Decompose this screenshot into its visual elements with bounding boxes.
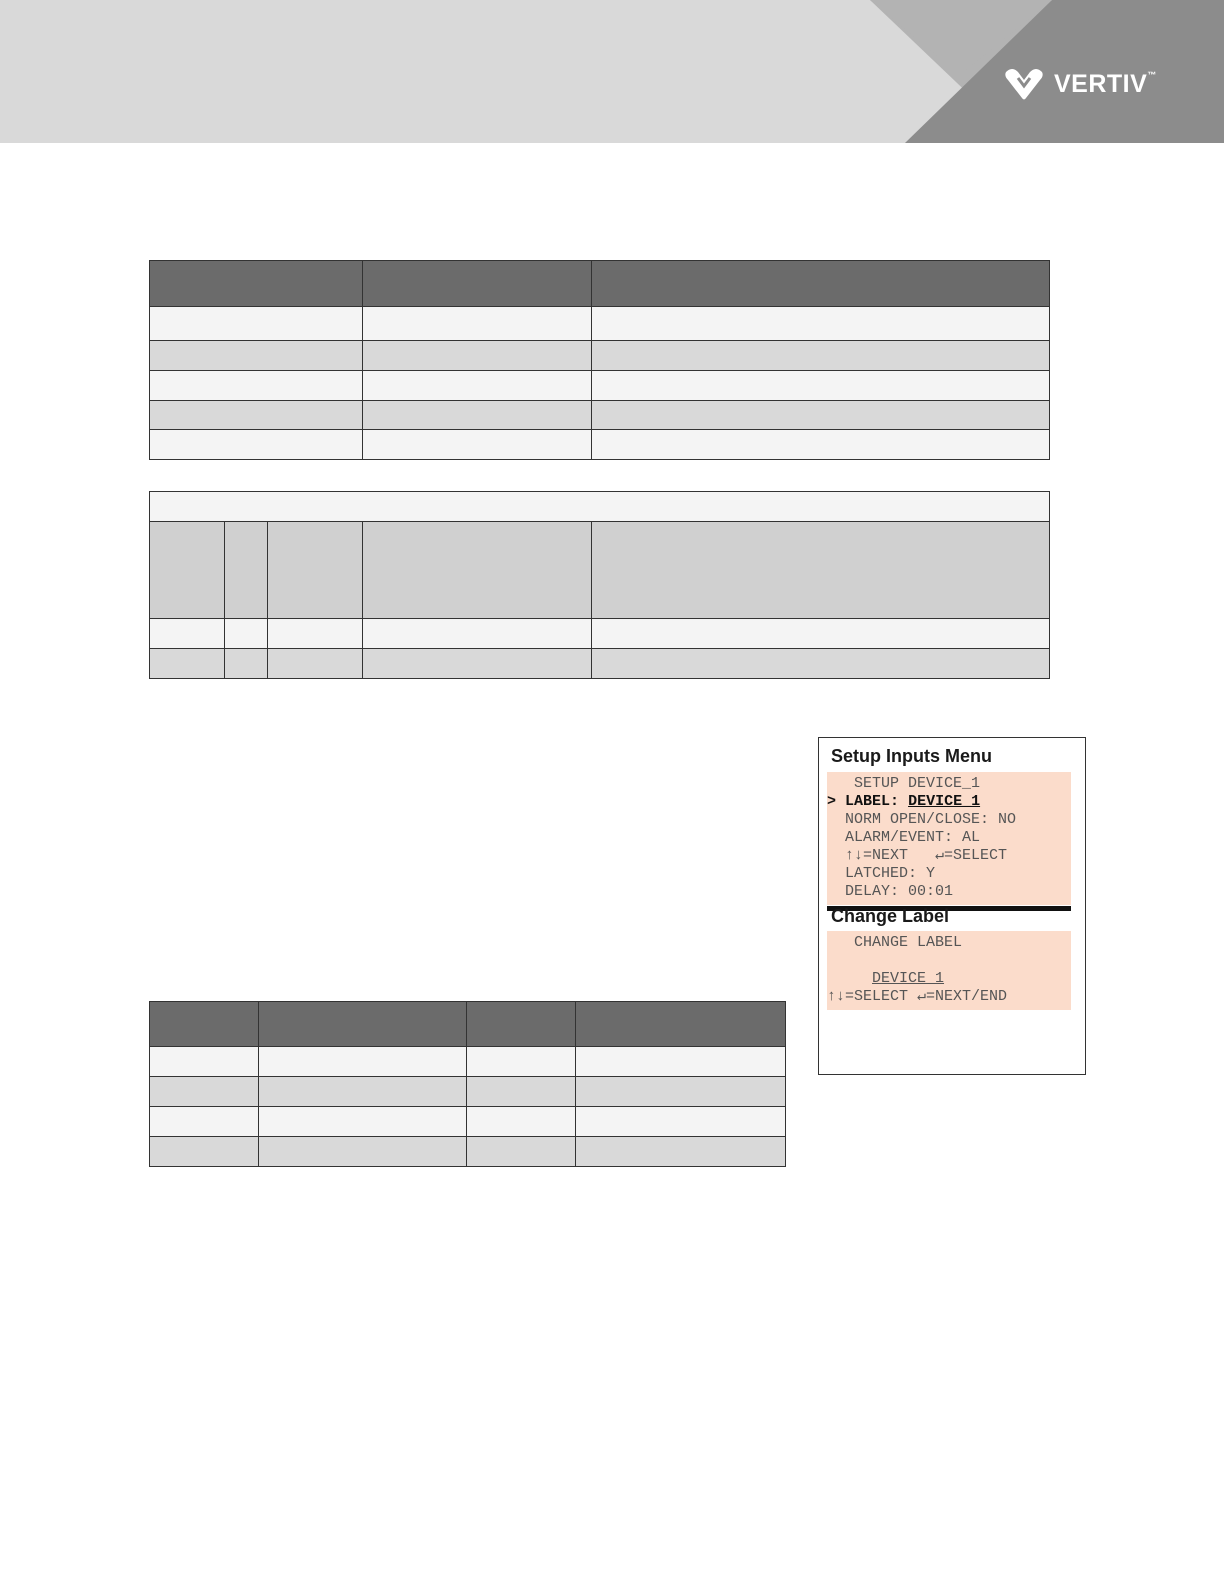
table-row <box>150 401 1050 430</box>
vertiv-logo <box>1004 64 1157 104</box>
figure-title-change-label: Change Label <box>831 906 950 926</box>
table-caption-row <box>150 492 1050 522</box>
brand-name: VERTIV™ <box>1054 69 1157 98</box>
figure-title-setup-inputs: Setup Inputs Menu <box>831 746 992 766</box>
lcd-line: ↑↓=SELECT ↵=NEXT/END <box>827 988 1008 1005</box>
table-row <box>150 1047 786 1077</box>
table-2 <box>149 491 1050 679</box>
table-header-row <box>150 261 1050 307</box>
lcd-screen-change-label <box>827 931 1071 1010</box>
header-banner <box>0 0 1224 143</box>
lcd-line <box>827 952 1071 970</box>
table-row <box>150 341 1050 371</box>
lcd-label-value: DEVICE_1 <box>908 793 981 810</box>
table-row <box>150 1137 786 1167</box>
table-header-row <box>150 1002 786 1047</box>
lcd-line: ALARM/EVENT: AL <box>827 829 981 846</box>
lcd-line: ↑↓=NEXT ↵=SELECT <box>827 847 1008 864</box>
cursor-indicator: > <box>827 793 837 810</box>
lcd-selected-line <box>827 793 1071 811</box>
lcd-line: SETUP DEVICE_1 <box>827 775 981 792</box>
table-header-row <box>150 522 1050 619</box>
lcd-label-key: LABEL: <box>845 793 900 810</box>
table-3 <box>149 1001 786 1167</box>
table-row <box>150 430 1050 460</box>
vertiv-mark-icon <box>1004 66 1044 102</box>
table-row <box>150 649 1050 679</box>
lcd-line: NORM OPEN/CLOSE: NO <box>827 811 1017 828</box>
lcd-screen-setup <box>827 772 1071 905</box>
lcd-label-value: DEVICE 1 <box>872 970 945 987</box>
table-row <box>150 619 1050 649</box>
lcd-line-value <box>827 970 1071 988</box>
lcd-line: LATCHED: Y <box>827 865 936 882</box>
lcd-line: CHANGE LABEL <box>827 934 963 951</box>
table-row <box>150 307 1050 341</box>
table-1 <box>149 260 1050 460</box>
table-row <box>150 1107 786 1137</box>
setup-inputs-figure <box>818 737 1086 1075</box>
lcd-line: DELAY: 00:01 <box>827 883 954 900</box>
table-row <box>150 371 1050 401</box>
table-row <box>150 1077 786 1107</box>
